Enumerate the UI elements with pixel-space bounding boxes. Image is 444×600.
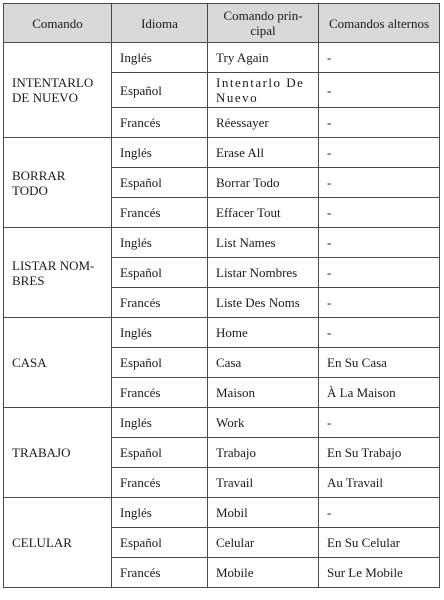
alt-command-cell: Au Travail	[319, 468, 440, 498]
main-command-cell: Maison	[208, 378, 319, 408]
alt-command-cell: En Su Celular	[319, 528, 440, 558]
main-command-cell: Try Again	[208, 43, 319, 73]
main-command-cell: Work	[208, 408, 319, 438]
language-cell: Español	[112, 73, 208, 108]
main-command-cell: Réessayer	[208, 108, 319, 138]
alt-command-cell: -	[319, 168, 440, 198]
alt-command-cell: -	[319, 228, 440, 258]
header-command: Comando	[4, 4, 112, 43]
alt-command-cell: -	[319, 318, 440, 348]
alt-command-cell: -	[319, 408, 440, 438]
language-cell: Español	[112, 258, 208, 288]
main-command-cell: Listar Nombres	[208, 258, 319, 288]
table-row	[4, 138, 440, 168]
main-command-cell: Travail	[208, 468, 319, 498]
language-cell: Español	[112, 438, 208, 468]
language-cell: Francés	[112, 558, 208, 588]
language-cell: Francés	[112, 108, 208, 138]
header-row	[4, 4, 440, 43]
language-cell: Inglés	[112, 138, 208, 168]
table-row	[4, 498, 440, 528]
command-cell: INTENTARLO DE NUEVO	[4, 43, 112, 138]
alt-command-cell: -	[319, 258, 440, 288]
alt-command-cell: -	[319, 198, 440, 228]
language-cell: Español	[112, 348, 208, 378]
table-row	[4, 43, 440, 73]
table-row	[4, 408, 440, 438]
main-command-cell: Celular	[208, 528, 319, 558]
language-cell: Inglés	[112, 43, 208, 73]
language-cell: Español	[112, 528, 208, 558]
language-cell: Inglés	[112, 318, 208, 348]
alt-command-cell: À La Maison	[319, 378, 440, 408]
alt-command-cell: -	[319, 138, 440, 168]
main-command-cell: Effacer Tout	[208, 198, 319, 228]
command-cell: BORRAR TODO	[4, 138, 112, 228]
header-main-command: Comando prin-cipal	[208, 4, 319, 43]
main-command-cell: Borrar Todo	[208, 168, 319, 198]
alt-command-cell: -	[319, 288, 440, 318]
language-cell: Inglés	[112, 498, 208, 528]
main-command-cell: Liste Des Noms	[208, 288, 319, 318]
main-command-cell: List Names	[208, 228, 319, 258]
main-command-cell: Trabajo	[208, 438, 319, 468]
alt-command-cell: -	[319, 498, 440, 528]
language-cell: Francés	[112, 468, 208, 498]
language-cell: Español	[112, 168, 208, 198]
alt-command-cell: Sur Le Mobile	[319, 558, 440, 588]
main-command-cell: Casa	[208, 348, 319, 378]
main-command-cell: Mobil	[208, 498, 319, 528]
alt-command-cell: En Su Casa	[319, 348, 440, 378]
command-cell: CELULAR	[4, 498, 112, 588]
main-command-cell: Intentarlo De Nuevo	[208, 73, 319, 108]
alt-command-cell: En Su Trabajo	[319, 438, 440, 468]
language-cell: Francés	[112, 288, 208, 318]
alt-command-cell: -	[319, 108, 440, 138]
main-command-cell: Erase All	[208, 138, 319, 168]
table-row	[4, 318, 440, 348]
header-alt-commands: Comandos alternos	[319, 4, 440, 43]
main-command-cell: Home	[208, 318, 319, 348]
alt-command-cell: -	[319, 43, 440, 73]
language-cell: Inglés	[112, 228, 208, 258]
command-cell: LISTAR NOM-BRES	[4, 228, 112, 318]
command-cell: TRABAJO	[4, 408, 112, 498]
header-language: Idioma	[112, 4, 208, 43]
table-row	[4, 228, 440, 258]
main-command-cell: Mobile	[208, 558, 319, 588]
language-cell: Francés	[112, 378, 208, 408]
language-cell: Inglés	[112, 408, 208, 438]
alt-command-cell: -	[319, 73, 440, 108]
language-cell: Francés	[112, 198, 208, 228]
command-cell: CASA	[4, 318, 112, 408]
voice-commands-table	[3, 3, 440, 588]
